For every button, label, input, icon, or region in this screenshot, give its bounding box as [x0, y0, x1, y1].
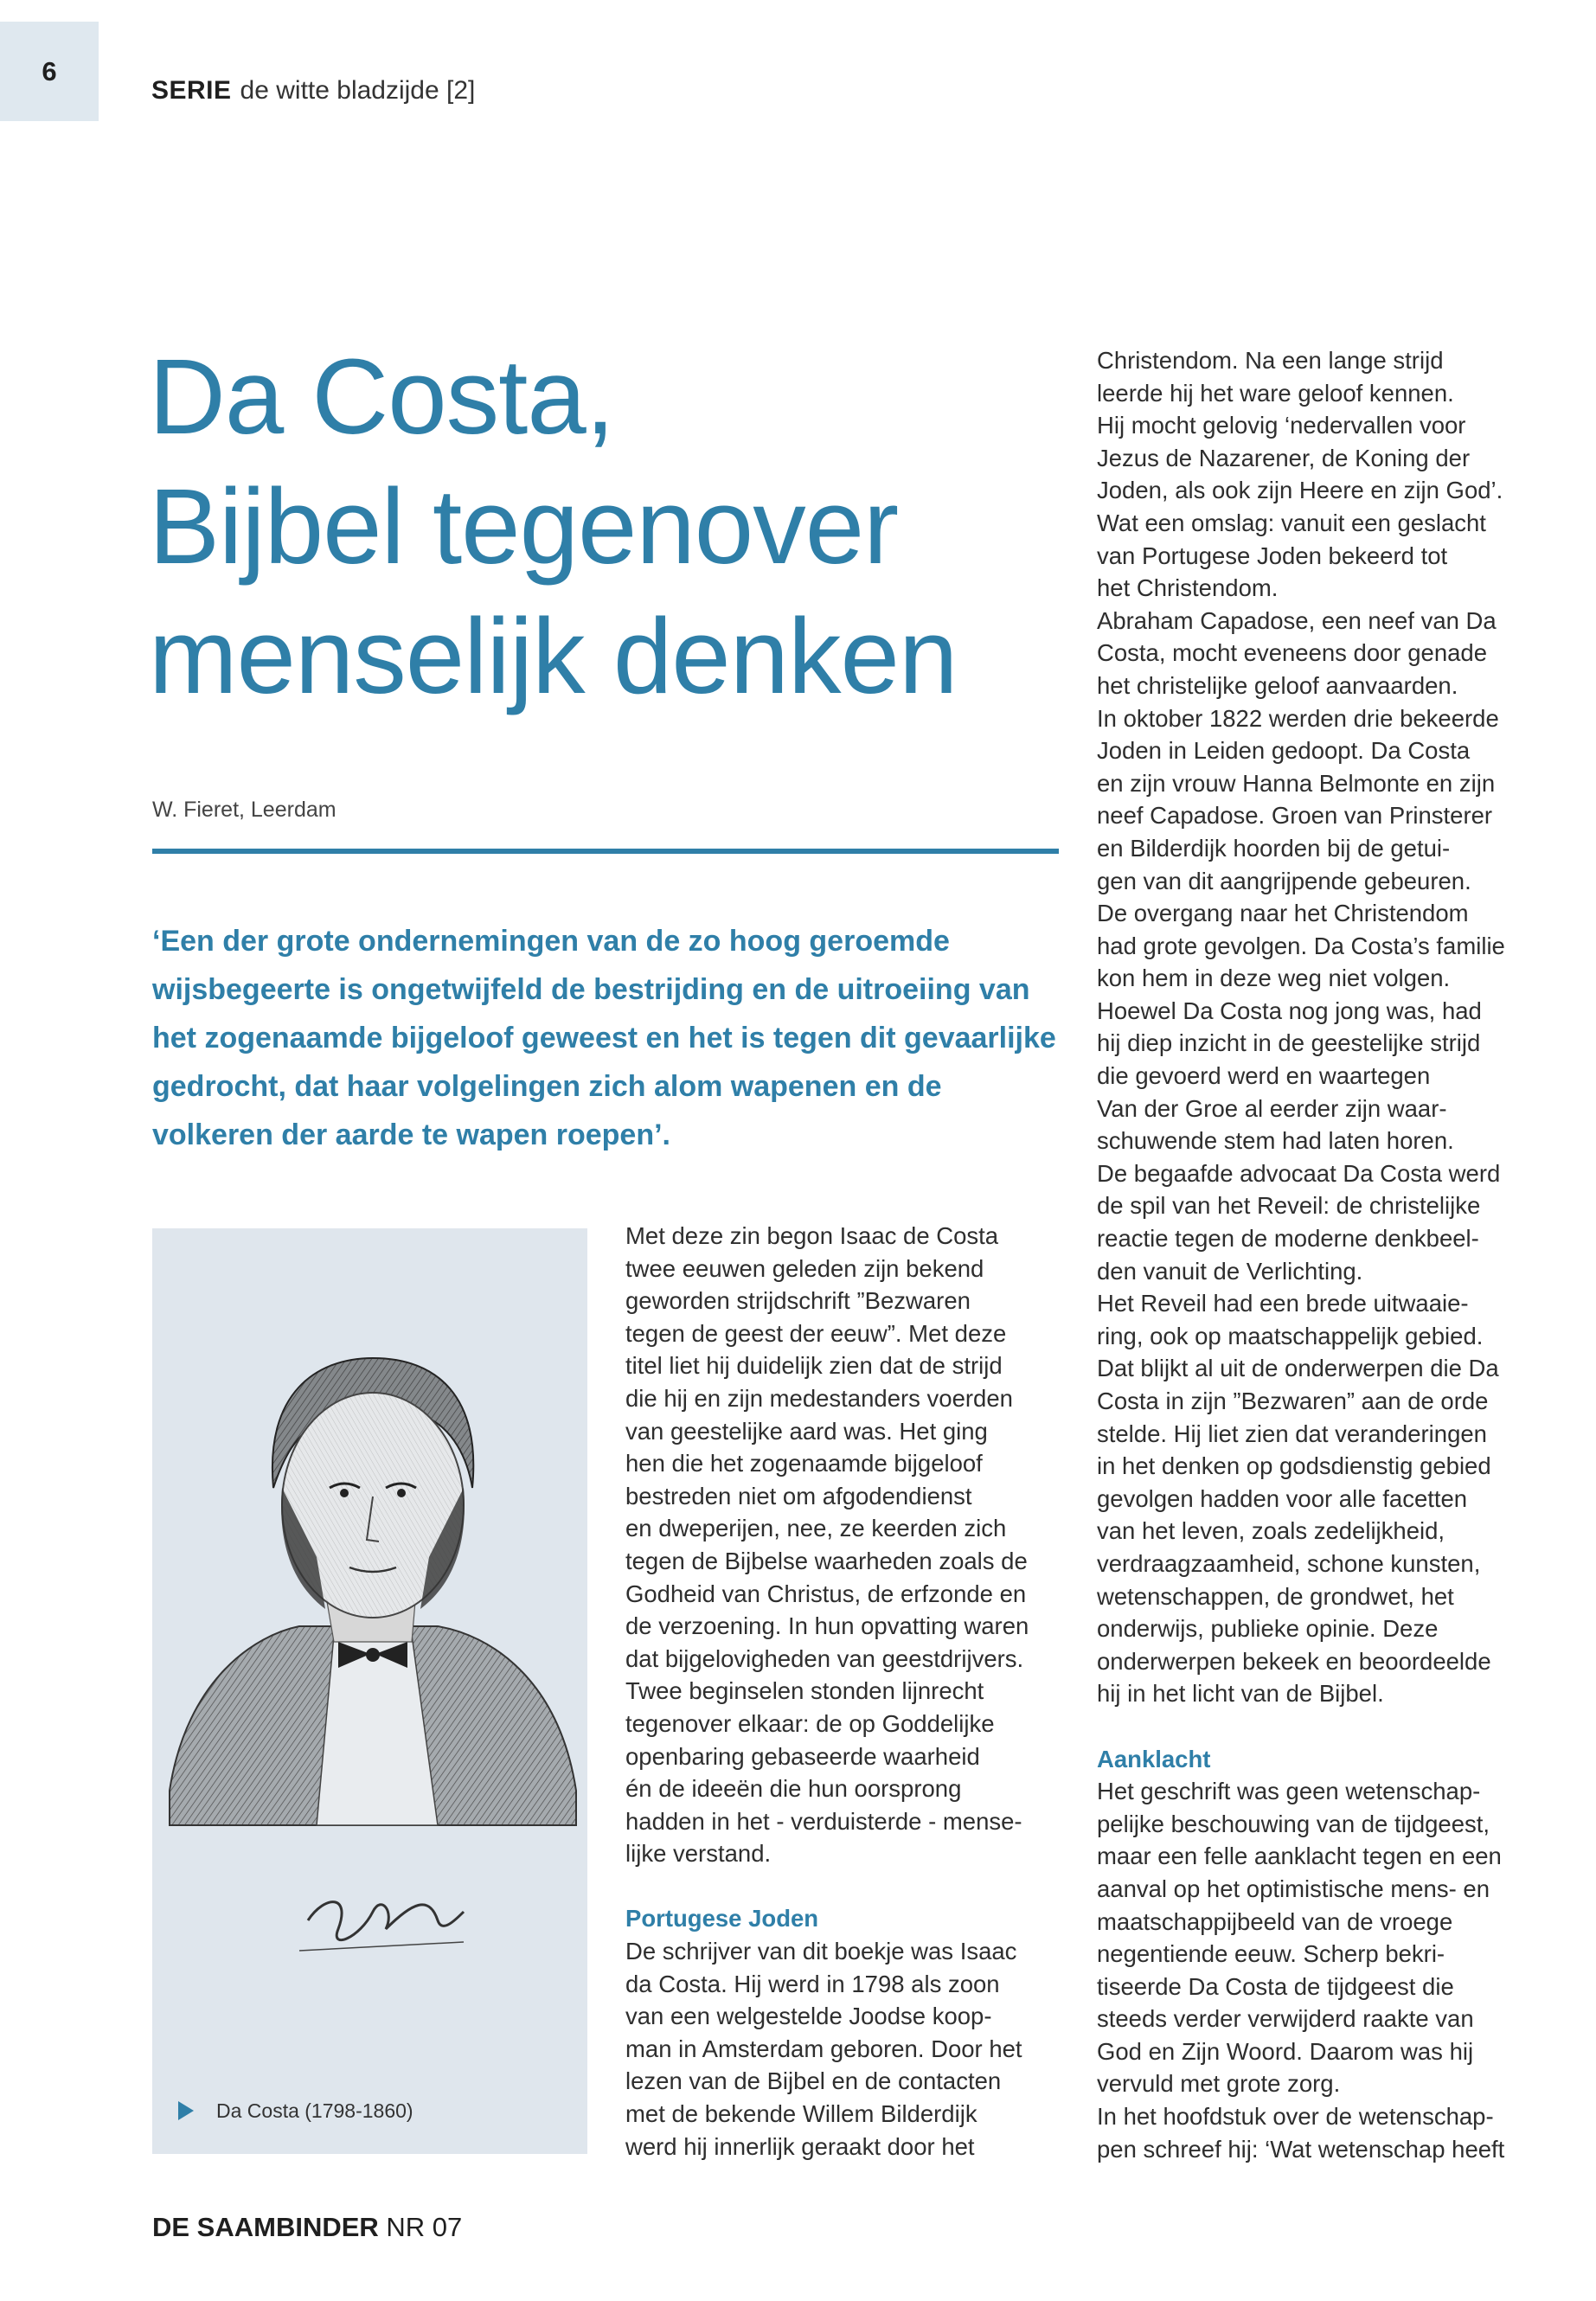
caption-text: Da Costa (1798-1860) [216, 2099, 413, 2122]
text-line: Met deze zin begon Isaac de Costa [625, 1222, 999, 1249]
text-line: dat bijgelovigheden van geestdrijvers. [625, 1644, 1024, 1672]
text-line: schuwende stem had laten horen. [1097, 1127, 1454, 1155]
text-line: den vanuit de Verlichting. [1097, 1257, 1363, 1285]
text-line: van een welgestelde Joodse koop- [625, 2003, 992, 2030]
text-line: met de bekende Willem Bilderdijk [625, 2100, 977, 2128]
text-line: tegenover elkaar: de op Goddelijke [625, 1709, 995, 1737]
image-caption [152, 2067, 587, 2154]
magazine-name: DE SAAMBINDER [152, 2212, 379, 2242]
text-line: reactie tegen de moderne denkbeel- [1097, 1225, 1479, 1253]
text-line: man in Amsterdam geboren. Door het [625, 2035, 1022, 2062]
text-line: twee eeuwen geleden zijn bekend [625, 1254, 984, 1282]
text-line: aanval op het optimistische mens- en [1097, 1875, 1490, 1902]
text-line: hadden in het - verduisterde - mense- [625, 1807, 1022, 1835]
text-line: In oktober 1822 werden drie bekeerde [1097, 704, 1499, 732]
text-line: vervuld met grote zorg. [1097, 2070, 1341, 2098]
text-line: ring, ook op maatschappelijk gebied. [1097, 1322, 1484, 1349]
title-line: Da Costa, [149, 338, 614, 457]
text-line: in het denken op godsdienstig gebied [1097, 1452, 1491, 1480]
text-line: tiseerde Da Costa de tijdgeest die [1097, 1972, 1454, 2000]
page-number: 6 [0, 22, 99, 121]
text-line: Van der Groe al eerder zijn waar- [1097, 1094, 1447, 1122]
text-line: In het hoofdstuk over de wetenschap- [1097, 2103, 1494, 2131]
portrait-engraving [152, 1228, 587, 2067]
footer-magazine [152, 2212, 462, 2243]
text-line: Het Reveil had een brede uitwaaie- [1097, 1290, 1469, 1317]
text-line: negentiende eeuw. Scherp bekri- [1097, 1940, 1445, 1968]
text-line: Wat een omslag: vanuit een geslacht [1097, 509, 1486, 536]
text-line: hij in het licht van de Bijbel. [1097, 1680, 1384, 1708]
text-line: pen schreef hij: ‘Wat wetenschap heeft [1097, 2135, 1505, 2163]
series-label: SERIE [151, 76, 232, 105]
title-line: Bijbel tegenover [149, 468, 899, 586]
text-line: het christelijke geloof aanvaarden. [1097, 671, 1458, 699]
portrait-image [152, 1228, 587, 2067]
text-line: hij diep inzicht in de geestelijke strijd [1097, 1029, 1481, 1057]
paragraph-intro [625, 1220, 1075, 1870]
article-title [149, 333, 1083, 722]
text-line: Twee beginselen stonden lijnrecht [625, 1677, 984, 1705]
text-line: God en Zijn Woord. Daarom was hij [1097, 2037, 1474, 2065]
text-line: steeds verder verwijderd raakte van [1097, 2005, 1474, 2033]
running-header [151, 76, 475, 106]
text-line: van geestelijke aard was. Het ging [625, 1417, 988, 1445]
text-line: onderwijs, publieke opinie. Deze [1097, 1615, 1439, 1643]
text-line: had grote gevolgen. Da Costa’s familie [1097, 932, 1505, 959]
text-line: wetenschappen, de grondwet, het [1097, 1582, 1454, 1610]
text-line: De begaafde advocaat Da Costa werd [1097, 1159, 1501, 1187]
text-line: maar een felle aanklacht tegen en een [1097, 1843, 1502, 1870]
heading-portugese-joden: Portugese Joden [625, 1905, 819, 1932]
text-line: die hij en zijn medestanders voerden [625, 1384, 1013, 1412]
text-line: Joden, als ook zijn Heere en zijn God’. [1097, 477, 1503, 504]
text-line: bestreden niet om afgodendienst [625, 1482, 972, 1509]
text-line: die gevoerd werd en waartegen [1097, 1062, 1431, 1090]
text-line: Het geschrift was geen wetenschap- [1097, 1778, 1481, 1805]
text-line: openbaring gebaseerde waarheid [625, 1742, 980, 1770]
text-line: de verzoening. In hun opvatting waren [625, 1612, 1029, 1640]
text-line: stelde. Hij liet zien dat veranderingen [1097, 1420, 1487, 1447]
text-line: tegen de Bijbelse waarheden zoals de [625, 1547, 1028, 1574]
text-line: Costa in zijn ”Bezwaren” aan de orde [1097, 1388, 1489, 1414]
text-line: De schrijver van dit boekje was Isaac [625, 1938, 1017, 1965]
paragraph-portugese-joden [625, 1935, 1075, 2163]
text-line: Godheid van Christus, de erfzonde en [625, 1580, 1027, 1607]
text-line: en dweperijen, nee, ze keerden zich [625, 1515, 1007, 1542]
text-line: Hij mocht gelovig ‘nedervallen voor [1097, 412, 1466, 439]
title-divider [152, 849, 1059, 854]
author-byline: W. Fieret, Leerdam [152, 798, 337, 822]
text-line: gevolgen hadden voor alle facetten [1097, 1484, 1468, 1512]
paragraph-aanklacht [1097, 1775, 1547, 2165]
text-line: van Portugese Joden bekeerd tot [1097, 542, 1448, 569]
text-line: Joden in Leiden gedoopt. Da Costa [1097, 737, 1471, 765]
text-line: neef Capadose. Groen van Prinsterer [1097, 802, 1493, 830]
text-line: maatschappijbeeld van de vroege [1097, 1907, 1453, 1935]
text-line: Jezus de Nazarener, de Koning der [1097, 444, 1471, 471]
text-line: Hoewel Da Costa nog jong was, had [1097, 997, 1482, 1024]
text-line: De overgang naar het Christendom [1097, 900, 1469, 927]
column-middle [625, 1220, 1075, 2163]
text-line: titel liet hij duidelijk zien dat de strijd [625, 1352, 1003, 1380]
text-line: en Bilderdijk hoorden bij de getui- [1097, 834, 1451, 862]
column-right [1097, 344, 1547, 2165]
text-line: lezen van de Bijbel en de contacten [625, 2067, 1002, 2095]
text-line: tegen de geest der eeuw”. Met deze [625, 1319, 1007, 1347]
series-title: de witte bladzijde [2] [240, 76, 476, 105]
title-line: menselijk denken [149, 598, 958, 716]
text-line: verdraagzaamheid, schone kunsten, [1097, 1549, 1481, 1577]
heading-aanklacht: Aanklacht [1097, 1745, 1211, 1772]
paragraph-christendom [1097, 344, 1547, 1710]
text-line: Costa, mocht eveneens door genade [1097, 639, 1487, 667]
text-line: en zijn vrouw Hanna Belmonte en zijn [1097, 769, 1496, 797]
text-line: het Christendom. [1097, 574, 1279, 602]
issue-number: NR 07 [386, 2212, 463, 2242]
lead-quote: ‘Een der grote ondernemingen van de zo hoog geroemde wijsbegeerte is ongetwijfeld de bestrijding en de uitroeiing van het zogenaamde bijgeloof geweest en het is tegen dit gevaarlijke gedrocht, dat haar volgelingen zich alom wapenen en de volkeren der aarde te wapen roepen’. [152, 925, 1056, 1151]
text-line: geworden strijdschrift ”Bezwaren [625, 1287, 971, 1315]
text-line: lijke verstand. [625, 1840, 772, 1868]
text-line: hen die het zogenaamde bijgeloof [625, 1450, 983, 1477]
text-line: de spil van het Reveil: de christelijke [1097, 1192, 1481, 1220]
text-line: gen van dit aangrijpende gebeuren. [1097, 867, 1471, 894]
text-line: én de ideeën die hun oorsprong [625, 1775, 962, 1803]
text-line: Abraham Capadose, een neef van Da [1097, 606, 1497, 634]
caption-triangle-icon [178, 2101, 194, 2120]
text-line: Christendom. Na een lange strijd [1097, 347, 1444, 374]
text-line: da Costa. Hij werd in 1798 als zoon [625, 1970, 1000, 1997]
text-line: kon hem in deze weg niet volgen. [1097, 965, 1451, 992]
text-line: pelijke beschouwing van de tijdgeest, [1097, 1810, 1490, 1837]
text-line: leerde hij het ware geloof kennen. [1097, 379, 1454, 407]
text-line: Dat blijkt al uit de onderwerpen die Da [1097, 1355, 1499, 1382]
text-line: van het leven, zoals zedelijkheid, [1097, 1517, 1445, 1545]
text-line: werd hij innerlijk geraakt door het [625, 2132, 975, 2160]
text-line: onderwerpen bekeek en beoordeelde [1097, 1647, 1491, 1675]
